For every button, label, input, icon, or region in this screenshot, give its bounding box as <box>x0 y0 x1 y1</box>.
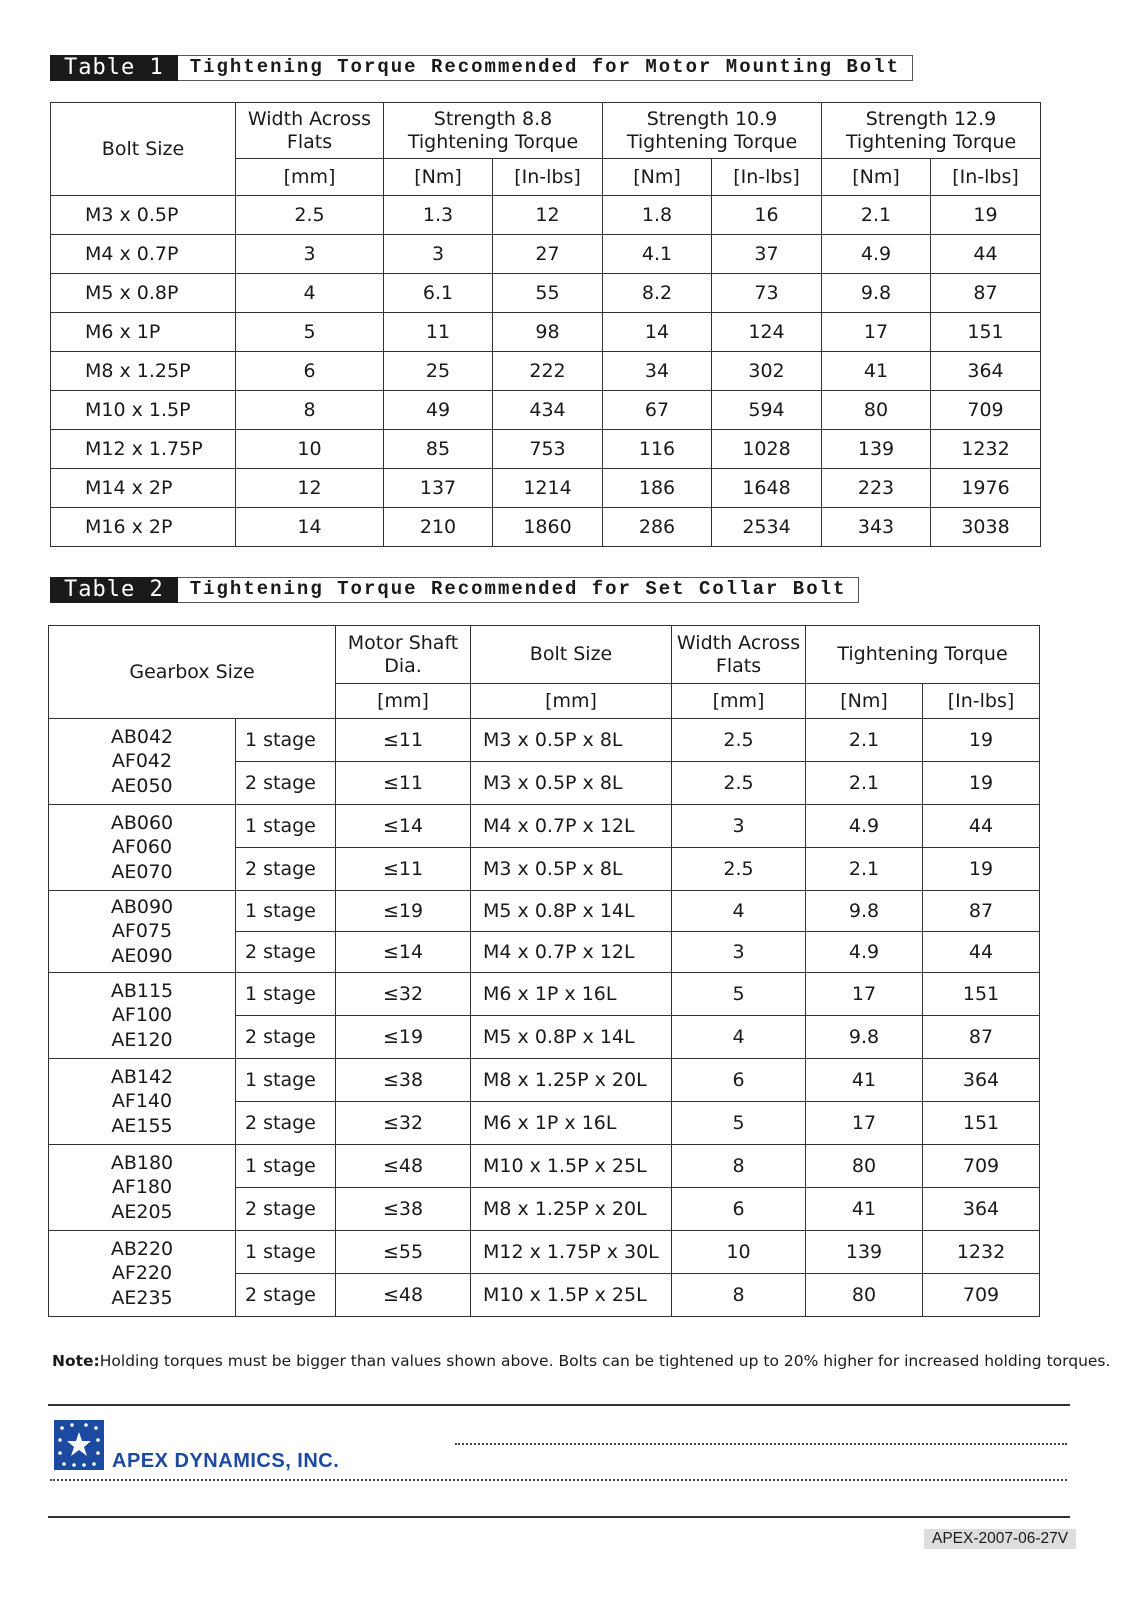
t2-gearbox-model: AB090 <box>110 895 174 918</box>
footer-top-rule <box>48 1404 1070 1406</box>
t2-torque-nm-cell: 9.8 <box>806 1016 923 1059</box>
t2-shaft-dia-cell: ≤32 <box>336 973 471 1016</box>
t2-gearbox-model: AE120 <box>111 1028 173 1051</box>
t2-shaft-dia-cell: ≤11 <box>336 719 471 762</box>
t2-gearbox-models-cell <box>49 719 236 805</box>
t2-gearbox-model: AE155 <box>111 1114 173 1137</box>
t1-row <box>51 274 1041 313</box>
t2-header-motor-shaft-dia: Motor Shaft Dia. <box>336 626 471 684</box>
t2-torque-nm-cell: 2.1 <box>806 762 923 805</box>
t2-bolt-size-cell: M3 x 0.5P x 8L <box>471 848 672 891</box>
t1-value-cell: 8 <box>236 391 384 430</box>
t2-shaft-dia-cell: ≤14 <box>336 932 471 973</box>
t2-torque-inlbs-cell: 364 <box>923 1188 1040 1231</box>
t2-torque-nm-cell: 2.1 <box>806 719 923 762</box>
t2-shaft-dia-cell: ≤48 <box>336 1145 471 1188</box>
t1-bolt-size-cell: M3 x 0.5P <box>51 196 236 235</box>
t1-value-cell: 14 <box>236 508 384 547</box>
t2-shaft-dia-cell: ≤48 <box>336 1274 471 1317</box>
t1-value-cell: 3 <box>384 235 493 274</box>
apex-logo <box>54 1420 104 1470</box>
t2-gearbox-models-cell <box>49 973 236 1059</box>
t2-shaft-dia-cell: ≤32 <box>336 1102 471 1145</box>
t2-gearbox-model: AE205 <box>111 1200 173 1223</box>
t1-row <box>51 430 1041 469</box>
t1-row <box>51 196 1041 235</box>
t2-gearbox-model: AB060 <box>110 811 174 834</box>
t2-gearbox-model: AF180 <box>111 1176 173 1199</box>
t2-torque-inlbs-cell: 19 <box>923 719 1040 762</box>
t2-stage-cell: 2 stage <box>236 848 336 891</box>
t2-gearbox-model: AB180 <box>110 1151 174 1174</box>
t2-torque-inlbs-cell: 19 <box>923 848 1040 891</box>
t2-bolt-size-cell: M3 x 0.5P x 8L <box>471 762 672 805</box>
t1-value-cell: 55 <box>493 274 603 313</box>
t2-gearbox-models-cell <box>49 805 236 891</box>
t2-torque-inlbs-cell: 1232 <box>923 1231 1040 1274</box>
t1-unit: [In-lbs] <box>712 159 822 196</box>
t1-header-width-across-flats: Width Across Flats <box>236 103 384 159</box>
t2-gearbox-model: AF140 <box>111 1090 173 1113</box>
t1-value-cell: 80 <box>822 391 931 430</box>
t1-value-cell: 5 <box>236 313 384 352</box>
t1-value-cell: 49 <box>384 391 493 430</box>
footer-dotted-rule <box>455 1443 1067 1445</box>
t2-bolt-size-cell: M8 x 1.25P x 20L <box>471 1188 672 1231</box>
t2-stage-cell: 1 stage <box>236 1231 336 1274</box>
t2-torque-inlbs-cell: 44 <box>923 932 1040 973</box>
t1-value-cell: 4.9 <box>822 235 931 274</box>
t1-value-cell: 1028 <box>712 430 822 469</box>
t2-stage-cell: 2 stage <box>236 1188 336 1231</box>
t1-value-cell: 210 <box>384 508 493 547</box>
t2-unit: [mm] <box>471 684 672 719</box>
document-id: APEX-2007-06-27V <box>924 1529 1076 1549</box>
t2-gearbox-model: AB220 <box>110 1237 174 1260</box>
t2-stage-cell: 1 stage <box>236 891 336 932</box>
t1-value-cell: 27 <box>493 235 603 274</box>
t2-row <box>49 1231 1040 1274</box>
t2-stage-cell: 1 stage <box>236 973 336 1016</box>
t1-value-cell: 222 <box>493 352 603 391</box>
t2-bolt-size-cell: M12 x 1.75P x 30L <box>471 1231 672 1274</box>
t2-bolt-size-cell: M3 x 0.5P x 8L <box>471 719 672 762</box>
t2-row <box>49 891 1040 932</box>
t1-bolt-size-cell: M4 x 0.7P <box>51 235 236 274</box>
t1-value-cell: 753 <box>493 430 603 469</box>
t1-value-cell: 73 <box>712 274 822 313</box>
t1-value-cell: 85 <box>384 430 493 469</box>
t2-row <box>49 719 1040 762</box>
t2-torque-nm-cell: 4.9 <box>806 932 923 973</box>
t2-torque-inlbs-cell: 709 <box>923 1145 1040 1188</box>
t1-row <box>51 235 1041 274</box>
t1-value-cell: 14 <box>603 313 712 352</box>
t1-value-cell: 44 <box>931 235 1041 274</box>
t2-torque-inlbs-cell: 44 <box>923 805 1040 848</box>
t2-width-cell: 10 <box>672 1231 806 1274</box>
t1-value-cell: 12 <box>236 469 384 508</box>
t1-value-cell: 3038 <box>931 508 1041 547</box>
note <box>52 1352 1110 1370</box>
t1-unit: [In-lbs] <box>931 159 1041 196</box>
t1-row <box>51 469 1041 508</box>
t1-bolt-size-cell: M16 x 2P <box>51 508 236 547</box>
t1-bolt-size-cell: M10 x 1.5P <box>51 391 236 430</box>
t2-body <box>49 719 1040 1317</box>
t1-value-cell: 98 <box>493 313 603 352</box>
t2-shaft-dia-cell: ≤38 <box>336 1188 471 1231</box>
t2-bolt-size-cell: M5 x 0.8P x 14L <box>471 1016 672 1059</box>
t1-value-cell: 4 <box>236 274 384 313</box>
t1-value-cell: 139 <box>822 430 931 469</box>
t1-value-cell: 151 <box>931 313 1041 352</box>
t2-bolt-size-cell: M4 x 0.7P x 12L <box>471 932 672 973</box>
t2-gearbox-model: AF075 <box>111 920 173 943</box>
t1-value-cell: 8.2 <box>603 274 712 313</box>
t1-value-cell: 594 <box>712 391 822 430</box>
t2-row <box>49 973 1040 1016</box>
t2-bolt-size-cell: M4 x 0.7P x 12L <box>471 805 672 848</box>
t2-stage-cell: 2 stage <box>236 932 336 973</box>
t1-value-cell: 1.3 <box>384 196 493 235</box>
company-name: APEX DYNAMICS, INC. <box>112 1450 340 1472</box>
t1-value-cell: 1232 <box>931 430 1041 469</box>
t2-unit: [In-lbs] <box>923 684 1040 719</box>
t2-bolt-size-cell: M8 x 1.25P x 20L <box>471 1059 672 1102</box>
t2-gearbox-model: AE235 <box>111 1286 173 1309</box>
t1-unit: [mm] <box>236 159 384 196</box>
t2-gearbox-model: AB115 <box>110 979 174 1002</box>
t2-shaft-dia-cell: ≤19 <box>336 1016 471 1059</box>
t2-torque-inlbs-cell: 709 <box>923 1274 1040 1317</box>
t1-value-cell: 2534 <box>712 508 822 547</box>
t1-row <box>51 391 1041 430</box>
t1-value-cell: 6 <box>236 352 384 391</box>
t1-value-cell: 364 <box>931 352 1041 391</box>
t2-width-cell: 8 <box>672 1145 806 1188</box>
t2-gearbox-model: AE070 <box>111 860 173 883</box>
note-label: Note: <box>52 1352 100 1370</box>
t1-header-strength-10-9: Strength 10.9 Tightening Torque <box>603 103 822 159</box>
t2-shaft-dia-cell: ≤14 <box>336 805 471 848</box>
t2-gearbox-models-cell <box>49 1145 236 1231</box>
t1-row <box>51 508 1041 547</box>
note-text: Holding torques must be bigger than values shown above. Bolts can be tightened up to 20% higher for increased holding torques. <box>99 1352 1111 1370</box>
t2-torque-inlbs-cell: 19 <box>923 762 1040 805</box>
t1-value-cell: 25 <box>384 352 493 391</box>
t1-value-cell: 87 <box>931 274 1041 313</box>
t1-row <box>51 313 1041 352</box>
t2-width-cell: 2.5 <box>672 719 806 762</box>
t2-width-cell: 4 <box>672 891 806 932</box>
t2-shaft-dia-cell: ≤55 <box>336 1231 471 1274</box>
t2-width-cell: 5 <box>672 973 806 1016</box>
t1-value-cell: 709 <box>931 391 1041 430</box>
t2-unit: [mm] <box>672 684 806 719</box>
t1-body <box>51 196 1041 547</box>
t1-unit: [Nm] <box>384 159 493 196</box>
t2-header-bolt-size: Bolt Size <box>471 626 672 684</box>
t1-value-cell: 17 <box>822 313 931 352</box>
t1-value-cell: 186 <box>603 469 712 508</box>
t2-torque-nm-cell: 17 <box>806 1102 923 1145</box>
t2-shaft-dia-cell: ≤38 <box>336 1059 471 1102</box>
t1-value-cell: 37 <box>712 235 822 274</box>
t1-unit: [In-lbs] <box>493 159 603 196</box>
t2-header-tightening-torque: Tightening Torque <box>806 626 1040 684</box>
t2-gearbox-model: AE050 <box>111 774 173 797</box>
t2-torque-inlbs-cell: 151 <box>923 1102 1040 1145</box>
t2-row <box>49 805 1040 848</box>
t2-row <box>49 1145 1040 1188</box>
t2-bolt-size-cell: M5 x 0.8P x 14L <box>471 891 672 932</box>
t1-value-cell: 1.8 <box>603 196 712 235</box>
t2-width-cell: 2.5 <box>672 762 806 805</box>
t2-torque-nm-cell: 17 <box>806 973 923 1016</box>
t1-value-cell: 41 <box>822 352 931 391</box>
star-logo-icon <box>54 1420 104 1470</box>
footer-dotted-rule <box>50 1479 1067 1481</box>
t1-value-cell: 434 <box>493 391 603 430</box>
table1-title-bar <box>50 55 913 81</box>
t1-value-cell: 1976 <box>931 469 1041 508</box>
t2-torque-nm-cell: 9.8 <box>806 891 923 932</box>
table2-title: Tightening Torque Recommended for Set Collar Bolt <box>178 577 860 603</box>
t2-width-cell: 3 <box>672 932 806 973</box>
t2-torque-nm-cell: 80 <box>806 1145 923 1188</box>
t2-torque-nm-cell: 41 <box>806 1188 923 1231</box>
t2-width-cell: 2.5 <box>672 848 806 891</box>
t2-header-gearbox-size: Gearbox Size <box>49 626 336 719</box>
t1-value-cell: 1214 <box>493 469 603 508</box>
t1-value-cell: 9.8 <box>822 274 931 313</box>
t1-value-cell: 6.1 <box>384 274 493 313</box>
t1-value-cell: 343 <box>822 508 931 547</box>
t2-torque-inlbs-cell: 87 <box>923 891 1040 932</box>
t2-width-cell: 6 <box>672 1188 806 1231</box>
t2-bolt-size-cell: M6 x 1P x 16L <box>471 973 672 1016</box>
t2-torque-inlbs-cell: 364 <box>923 1059 1040 1102</box>
t1-value-cell: 1648 <box>712 469 822 508</box>
t2-gearbox-model: AF042 <box>111 750 173 773</box>
table1-tag: Table 1 <box>50 55 178 81</box>
t1-value-cell: 4.1 <box>603 235 712 274</box>
t2-shaft-dia-cell: ≤11 <box>336 762 471 805</box>
t1-value-cell: 137 <box>384 469 493 508</box>
t1-value-cell: 223 <box>822 469 931 508</box>
t2-unit: [mm] <box>336 684 471 719</box>
t2-gearbox-model: AF220 <box>111 1262 173 1285</box>
t1-bolt-size-cell: M8 x 1.25P <box>51 352 236 391</box>
t1-value-cell: 3 <box>236 235 384 274</box>
t2-torque-nm-cell: 2.1 <box>806 848 923 891</box>
t1-value-cell: 286 <box>603 508 712 547</box>
t2-stage-cell: 1 stage <box>236 1145 336 1188</box>
t1-value-cell: 11 <box>384 313 493 352</box>
t1-value-cell: 2.5 <box>236 196 384 235</box>
t2-torque-inlbs-cell: 87 <box>923 1016 1040 1059</box>
t2-width-cell: 6 <box>672 1059 806 1102</box>
table1-motor-mounting-bolt <box>50 102 1041 547</box>
t1-value-cell: 302 <box>712 352 822 391</box>
t2-bolt-size-cell: M10 x 1.5P x 25L <box>471 1274 672 1317</box>
t2-gearbox-model: AB142 <box>110 1065 174 1088</box>
t1-value-cell: 1860 <box>493 508 603 547</box>
t2-bolt-size-cell: M10 x 1.5P x 25L <box>471 1145 672 1188</box>
t2-gearbox-model: AE090 <box>111 944 173 967</box>
t2-gearbox-models-cell <box>49 891 236 973</box>
t1-row <box>51 352 1041 391</box>
footer-bottom-rule <box>48 1516 1070 1518</box>
t2-header-width-across-flats: Width Across Flats <box>672 626 806 684</box>
table1-title: Tightening Torque Recommended for Motor Mounting Bolt <box>178 55 913 81</box>
t2-row <box>49 1059 1040 1102</box>
t2-unit: [Nm] <box>806 684 923 719</box>
t2-gearbox-models-cell <box>49 1059 236 1145</box>
t2-width-cell: 8 <box>672 1274 806 1317</box>
t2-gearbox-model: AF100 <box>111 1004 173 1027</box>
t2-width-cell: 5 <box>672 1102 806 1145</box>
t2-torque-nm-cell: 80 <box>806 1274 923 1317</box>
t2-gearbox-model: AB042 <box>110 725 174 748</box>
t2-stage-cell: 2 stage <box>236 1016 336 1059</box>
t1-value-cell: 67 <box>603 391 712 430</box>
table2-tag: Table 2 <box>50 577 178 603</box>
t1-value-cell: 19 <box>931 196 1041 235</box>
t1-value-cell: 2.1 <box>822 196 931 235</box>
t2-torque-nm-cell: 4.9 <box>806 805 923 848</box>
t1-bolt-size-cell: M6 x 1P <box>51 313 236 352</box>
t2-width-cell: 4 <box>672 1016 806 1059</box>
t1-unit: [Nm] <box>822 159 931 196</box>
t1-value-cell: 124 <box>712 313 822 352</box>
t2-gearbox-model: AF060 <box>111 836 173 859</box>
t2-torque-nm-cell: 41 <box>806 1059 923 1102</box>
t2-torque-inlbs-cell: 151 <box>923 973 1040 1016</box>
t1-header-bolt-size: Bolt Size <box>51 103 236 196</box>
t1-value-cell: 12 <box>493 196 603 235</box>
t1-unit: [Nm] <box>603 159 712 196</box>
t2-stage-cell: 2 stage <box>236 762 336 805</box>
t1-bolt-size-cell: M12 x 1.75P <box>51 430 236 469</box>
t2-gearbox-models-cell <box>49 1231 236 1317</box>
t1-bolt-size-cell: M5 x 0.8P <box>51 274 236 313</box>
t2-stage-cell: 1 stage <box>236 805 336 848</box>
t1-value-cell: 10 <box>236 430 384 469</box>
table2-title-bar <box>50 577 859 603</box>
t2-stage-cell: 2 stage <box>236 1102 336 1145</box>
t1-value-cell: 16 <box>712 196 822 235</box>
t2-torque-nm-cell: 139 <box>806 1231 923 1274</box>
t2-shaft-dia-cell: ≤11 <box>336 848 471 891</box>
table2-set-collar-bolt <box>48 625 1040 1317</box>
t1-header-strength-8-8: Strength 8.8 Tightening Torque <box>384 103 603 159</box>
t2-shaft-dia-cell: ≤19 <box>336 891 471 932</box>
t1-header-strength-12-9: Strength 12.9 Tightening Torque <box>822 103 1041 159</box>
t2-stage-cell: 1 stage <box>236 1059 336 1102</box>
t2-stage-cell: 1 stage <box>236 719 336 762</box>
t2-bolt-size-cell: M6 x 1P x 16L <box>471 1102 672 1145</box>
t1-value-cell: 34 <box>603 352 712 391</box>
t1-value-cell: 116 <box>603 430 712 469</box>
t1-bolt-size-cell: M14 x 2P <box>51 469 236 508</box>
t2-width-cell: 3 <box>672 805 806 848</box>
t2-stage-cell: 2 stage <box>236 1274 336 1317</box>
